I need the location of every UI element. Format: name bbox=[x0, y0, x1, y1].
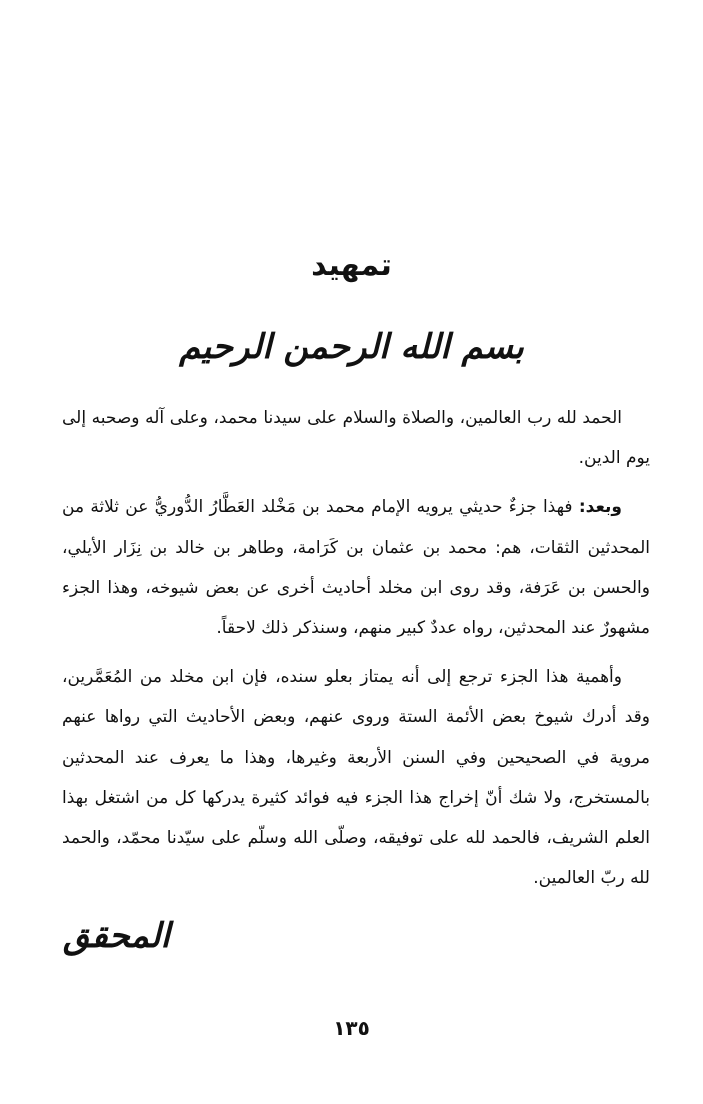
paragraph-2-lead: وبعد: bbox=[578, 497, 622, 518]
paragraph-1-text: الحمد لله رب العالمين، والصلاة والسلام على سيدنا محمد، وعلى آله وصحبه إلى يوم الدين. bbox=[62, 408, 650, 469]
paragraph-2-text: فهذا جزءٌ حديثي يرويه الإمام محمد بن مَخْلد العَطَّارُ الدُّوريُّ عن ثلاثة من المحدثين الثقات، هم: محمد بن عثمان بن كَرَامة، وطاهر بن خالد بن نِزَار الأيلي، والحسن بن عَرَفة، وقد روى ابن مخلد أحاديث أخرى عن بعض شيوخه، وهذا الجزء مشهورٌ عند المحدثين، رواه عددٌ كبير منهم، وسنذكر ذلك لاحقاً. bbox=[62, 497, 650, 639]
section-heading: تمهيد bbox=[311, 248, 392, 283]
paragraph-3 bbox=[62, 657, 650, 898]
page-number: ١٣٥ bbox=[333, 1016, 370, 1040]
paragraph-3-text: وأهمية هذا الجزء ترجع إلى أنه يمتاز بعلو سنده، فإن ابن مخلد من المُعَمَّرين، وقد أدرك شيوخ بعض الأئمة الستة وروى عنهم، وبعض الأحاديث التي رواها عنهم مروية في الصحيحين وفي السنن الأربعة وغيرها، وهذا ما يعرف عند المحدثين بالمستخرج، ولا شك أنّ إخراج هذا الجزء فيه فوائد كثيرة يدركها كل من اشتغل بهذا العلم الشريف، فالحمد لله على توفيقه، وصلّى الله وسلّم على سيّدنا محمّد، والحمد لله ربّ العالمين. bbox=[62, 667, 650, 889]
paragraph-2 bbox=[62, 487, 650, 648]
signature: المحقق bbox=[63, 916, 170, 956]
body-text bbox=[62, 398, 650, 907]
paragraph-1 bbox=[62, 398, 650, 478]
basmala-calligraphy: بسم الله الرحمن الرحيم bbox=[179, 327, 524, 367]
